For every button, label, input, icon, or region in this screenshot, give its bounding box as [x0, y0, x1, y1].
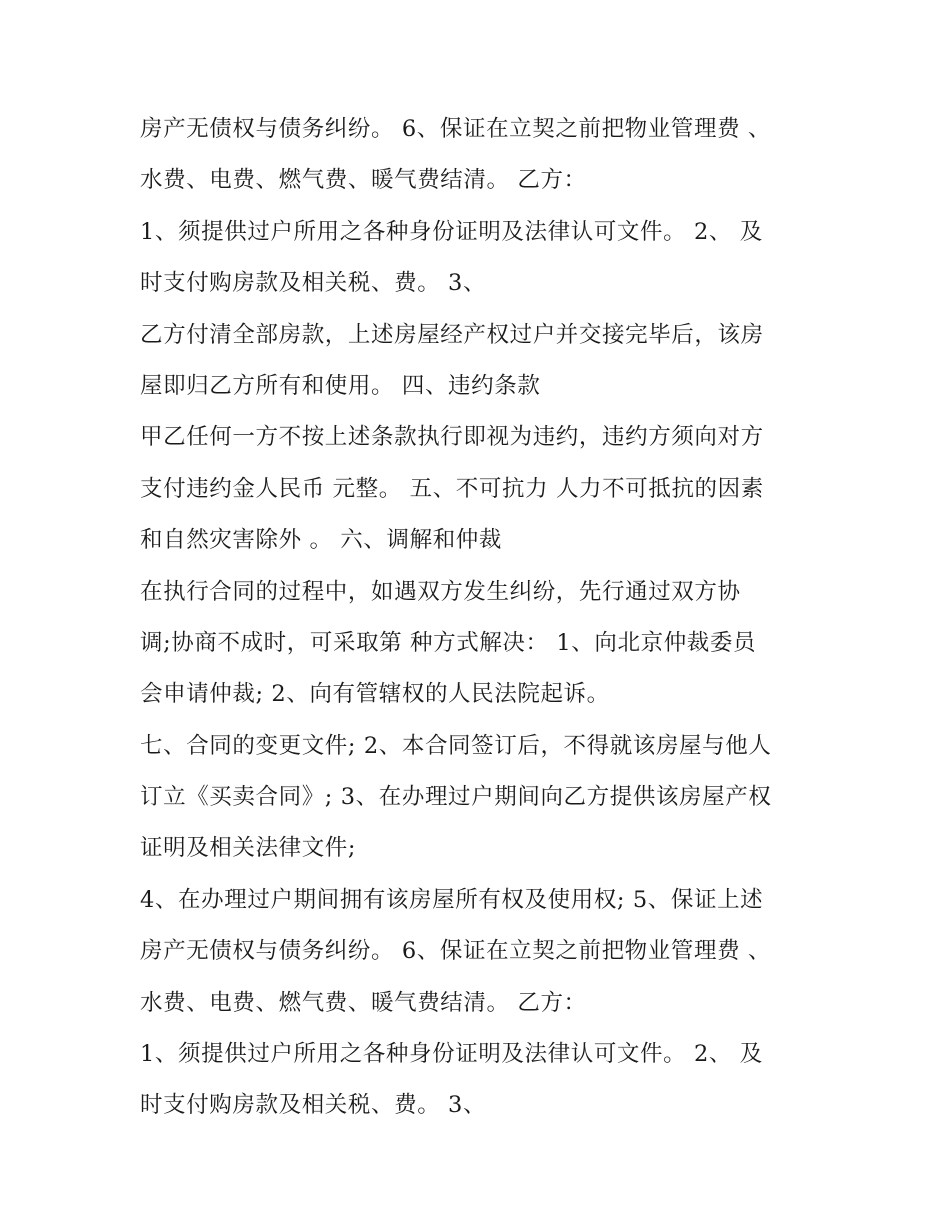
- document-body: [140, 104, 830, 1132]
- text-line: 和自然灾害除外 。 六、调解和仲裁: [140, 527, 503, 554]
- text-line: 水费、电费、燃气费、暖气费结清。 乙方：: [140, 167, 587, 194]
- text-line: 七、合同的变更文件; 2、本合同签订后，不得就该房屋与他人: [140, 732, 772, 759]
- text-line: 1、须提供过户所用之各种身份证明及法律认可文件。 2、 及: [140, 218, 763, 245]
- text-line: 会申请仲裁; 2、向有管辖权的人民法院起诉。: [140, 681, 610, 708]
- text-line: 甲乙任何一方不按上述条款执行即视为违约，违约方须向对方: [140, 424, 764, 451]
- text-line: 4、在办理过户期间拥有该房屋所有权及使用权; 5、保证上述: [140, 886, 764, 913]
- text-line: 调;协商不成时，可采取第 种方式解决： 1、向北京仲裁委员: [140, 629, 757, 656]
- text-line: 订立《买卖合同》; 3、在办理过户期间向乙方提供该房屋产权: [140, 784, 772, 811]
- text-line: 屋即归乙方所有和使用。 四、违约条款: [140, 372, 541, 399]
- text-line: 水费、电费、燃气费、暖气费结清。 乙方：: [140, 989, 587, 1016]
- text-line: 房产无债权与债务纠纷。 6、保证在立契之前把物业管理费 、: [140, 116, 772, 142]
- text-line: 时支付购房款及相关税、费。 3、: [140, 1092, 487, 1119]
- text-line: 证明及相关法律文件;: [140, 835, 357, 862]
- text-line: 房产无债权与债务纠纷。 6、保证在立契之前把物业管理费 、: [140, 938, 772, 965]
- text-line: 时支付购房款及相关税、费。 3、: [140, 270, 487, 297]
- text-line: 支付违约金人民币 元整。 五、不可抗力 人力不可抵抗的因素: [140, 475, 764, 502]
- text-line: 1、须提供过户所用之各种身份证明及法律认可文件。 2、 及: [140, 1041, 763, 1068]
- text-line: 在执行合同的过程中，如遇双方发生纠纷，先行通过双方协: [140, 578, 741, 605]
- text-line: 乙方付清全部房款，上述房屋经产权过户并交接完毕后，该房: [140, 321, 764, 348]
